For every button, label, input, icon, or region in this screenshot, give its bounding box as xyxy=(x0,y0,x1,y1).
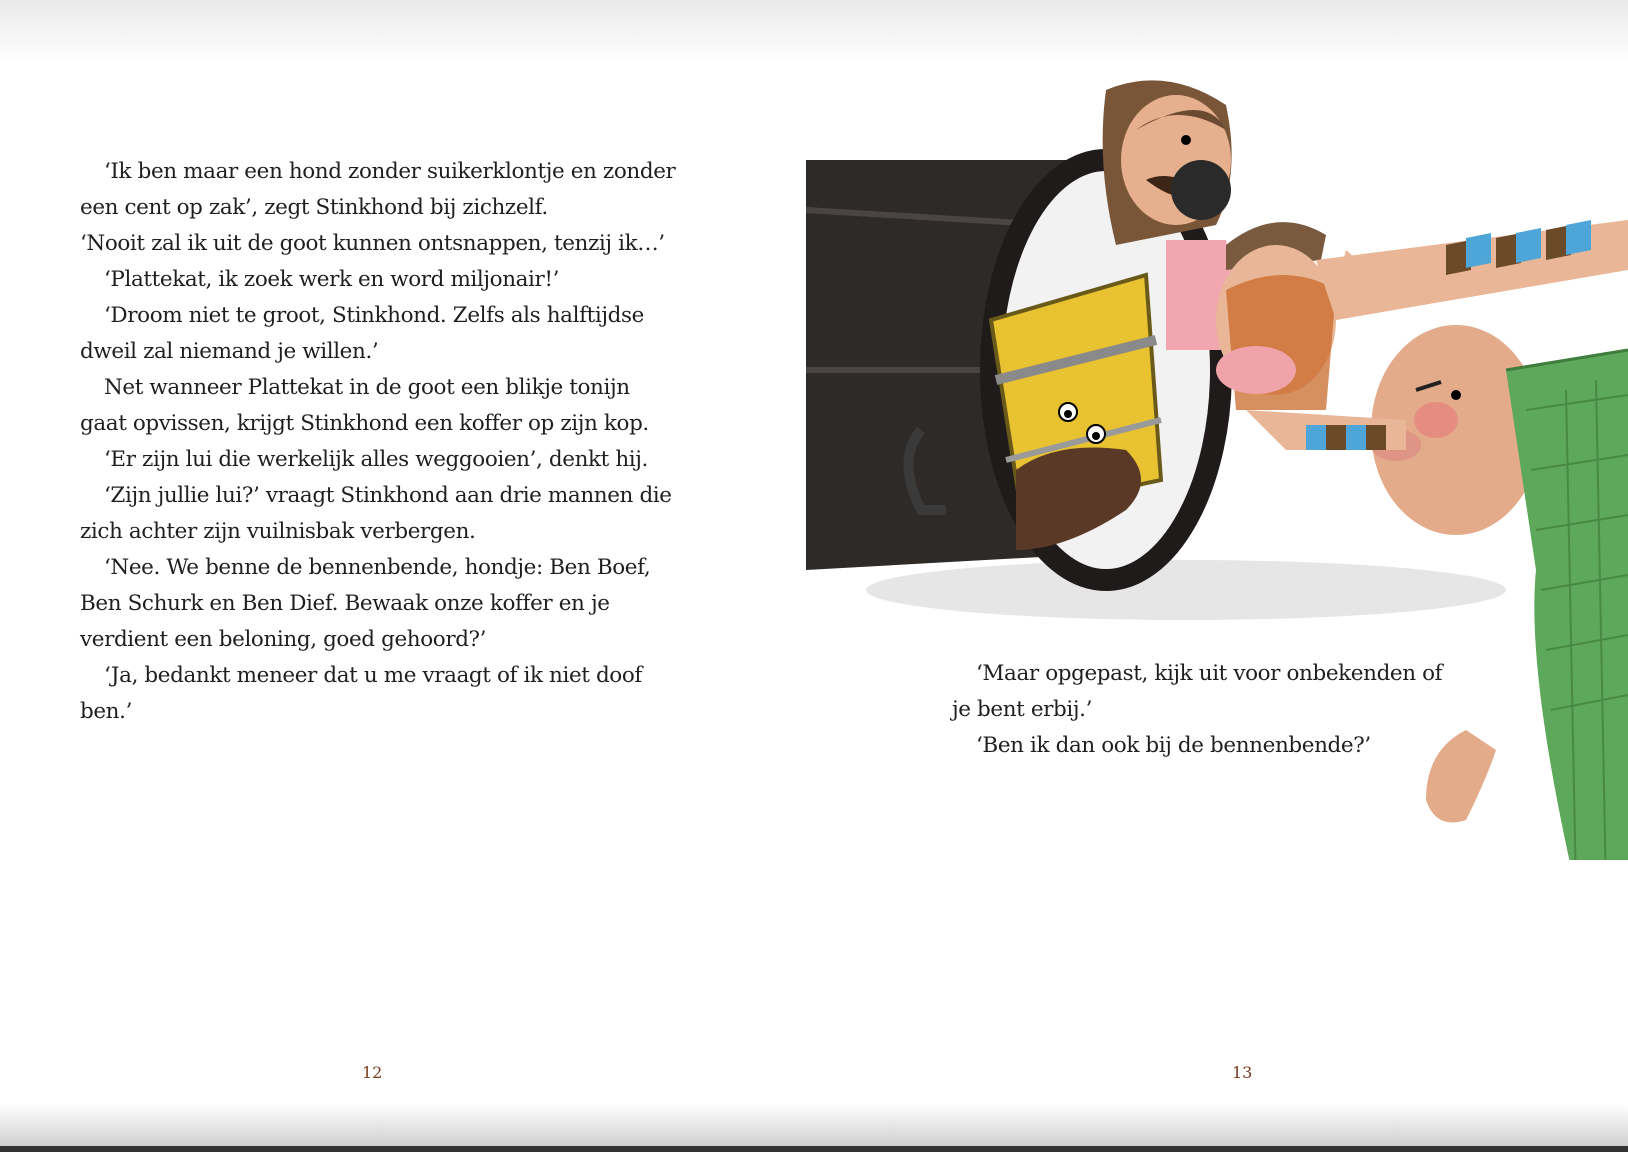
paragraph: ‘Plattekat, ik zoek werk en word miljonair!’ xyxy=(104,267,560,292)
paragraph: ‘Ben ik dan ook bij de bennenbende?’ xyxy=(976,733,1371,758)
paragraph: ‘Droom niet te groot, Stinkhond. Zelfs als halftijdse dweil zal niemand je willen.’ xyxy=(80,303,644,364)
paragraph: ‘Zijn jullie lui?’ vraagt Stinkhond aan drie mannen die zich achter zijn vuilnisbak verbergen. xyxy=(80,483,672,544)
paragraph: ‘Nooit zal ik uit de goot kunnen ontsnappen, tenzij ik…’ xyxy=(80,231,665,256)
left-page xyxy=(0,0,806,1150)
page-number: 12 xyxy=(362,1063,383,1082)
page-number: 13 xyxy=(1232,1063,1253,1082)
paragraph: ‘Ik ben maar een hond zonder suikerklontje en zonder een cent op zak’, zegt Stinkhond bij zichzelf. xyxy=(80,159,676,220)
ground-smudge xyxy=(866,560,1506,620)
left-page-text xyxy=(80,154,680,730)
bottom-bar xyxy=(0,1146,1628,1152)
bottom-shade xyxy=(0,1104,1628,1152)
right-page-text xyxy=(952,656,1452,764)
paragraph: Net wanneer Plattekat in de goot een blikje tonijn gaat opvissen, krijgt Stinkhond een koffer op zijn kop. xyxy=(80,375,649,436)
paragraph: ‘Ja, bedankt meneer dat u me vraagt of ik niet doof ben.’ xyxy=(80,663,642,724)
paragraph: ‘Er zijn lui die werkelijk alles weggooien’, denkt hij. xyxy=(104,447,648,472)
paragraph: ‘Nee. We benne de bennenbende, hondje: Ben Boef, Ben Schurk en Ben Dief. Bewaak onze koffer en je verdient een beloning, goed gehoord?’ xyxy=(80,555,651,652)
paragraph: ‘Maar opgepast, kijk uit voor onbekenden of je bent erbij.’ xyxy=(952,661,1443,722)
